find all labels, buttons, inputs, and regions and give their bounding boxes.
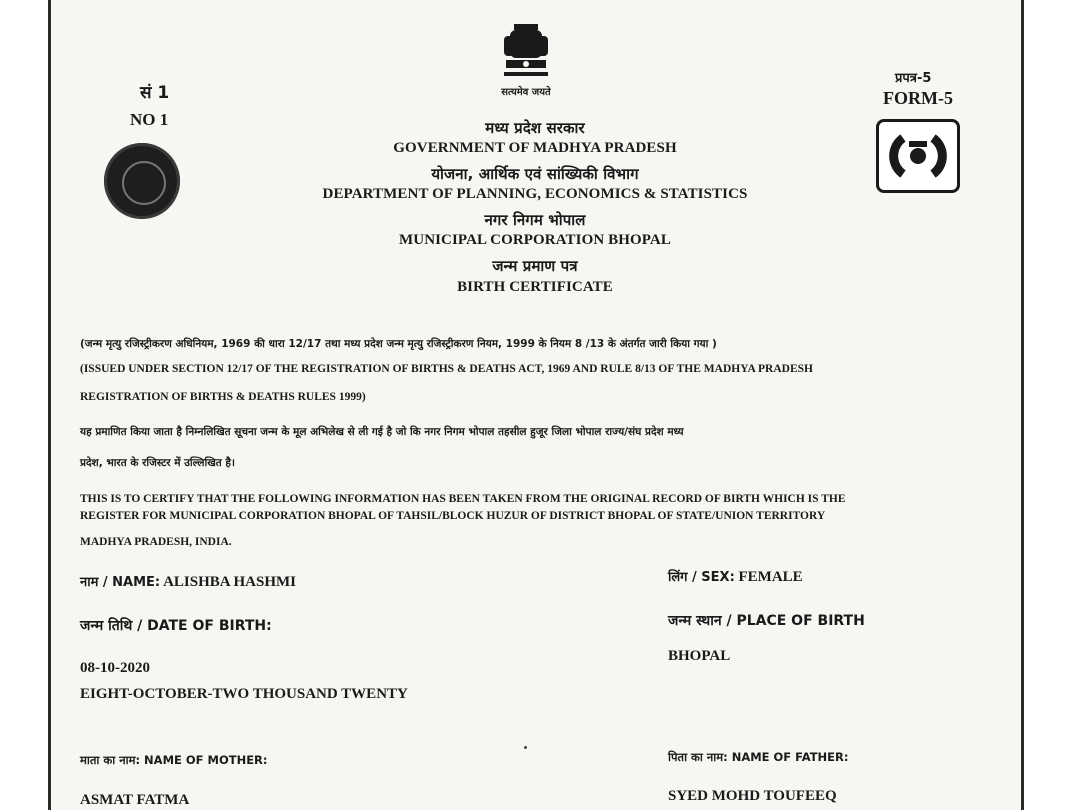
issued-under-en-line1: (ISSUED UNDER SECTION 12/17 OF THE REGISTRATION OF BIRTHS & DEATHS ACT, 1969 AND RULE 8/13 OF THE MADHYA PRADESH (80, 363, 813, 375)
serial-number-en: NO 1 (130, 110, 169, 129)
emblem-motto: सत्यमेव जयते (501, 87, 551, 98)
certify-hi-line1: यह प्रमाणित किया जाता है निम्नलिखित सूचना जन्म के मूल अभिलेख से ली गई है जो कि नगर निगम भोपाल तहसील हुजूर जिला भोपाल राज्य/संघ प्रदेश मध्य (80, 426, 684, 438)
serial-number-hi: सं 1 (140, 83, 170, 103)
state-govt-hi: मध्य प्रदेश सरकार (485, 119, 585, 137)
father-value: SYED MOHD TOUFEEQ (668, 788, 837, 804)
department-en: DEPARTMENT OF PLANNING, ECONOMICS & STATISTICS (322, 186, 748, 202)
corporation-hi: नगर निगम भोपाल (484, 211, 586, 229)
pob-value: BHOPAL (668, 648, 731, 664)
father-label: पिता का नाम: NAME OF FATHER: (668, 750, 849, 764)
census-logo (876, 119, 960, 193)
certificate-title-hi: जन्म प्रमाण पत्र (492, 257, 578, 275)
name-row (80, 572, 296, 591)
form-number-en: FORM-5 (883, 88, 953, 108)
official-seal (104, 143, 180, 219)
dob-words: EIGHT-OCTOBER-TWO THOUSAND TWENTY (80, 686, 408, 702)
mother-value: ASMAT FATMA (80, 792, 190, 808)
name-label: नाम / NAME: (80, 575, 161, 590)
sex-label: लिंग / SEX: (668, 570, 735, 585)
sex-row (668, 567, 803, 586)
sex-value: FEMALE (738, 569, 803, 585)
form-number-hi: प्रपत्र-5 (895, 71, 932, 86)
issued-under-en-line2: REGISTRATION OF BIRTHS & DEATHS RULES 1999) (80, 391, 366, 403)
corporation-en: MUNICIPAL CORPORATION BHOPAL (399, 232, 671, 248)
mother-label: माता का नाम: NAME OF MOTHER: (80, 753, 268, 767)
pob-label: जन्म स्थान / PLACE OF BIRTH (668, 613, 865, 629)
certify-en-line2: REGISTER FOR MUNICIPAL CORPORATION BHOPAL OF TAHSIL/BLOCK HUZUR OF DISTRICT BHOPAL OF STATE/UNION TERRITORY (80, 510, 826, 522)
issued-under-hi: (जन्म मृत्यु रजिस्ट्रीकरण अधिनियम, 1969 की धारा 12/17 तथा मध्य प्रदेश जन्म मृत्यु रजिस्ट्रीकरण नियम, 1999 के नियम 8 /13 के अंतर्गत जारी किया गया ) (80, 338, 717, 350)
certify-en-line3: MADHYA PRADESH, INDIA. (80, 536, 232, 548)
dob-value: 08-10-2020 (80, 660, 150, 676)
department-hi: योजना, आर्थिक एवं सांख्यिकी विभाग (431, 165, 639, 183)
certify-hi-line2: प्रदेश, भारत के रजिस्टर में उल्लिखित है। (80, 457, 235, 469)
ink-speck (524, 746, 527, 749)
dob-label: जन्म तिथि / DATE OF BIRTH: (80, 618, 272, 634)
state-govt-en: GOVERNMENT OF MADHYA PRADESH (393, 140, 677, 156)
name-value: ALISHBA HASHMI (163, 574, 297, 590)
certify-en-line1: THIS IS TO CERTIFY THAT THE FOLLOWING INFORMATION HAS BEEN TAKEN FROM THE ORIGINAL RECORD OF BIRTH WHICH IS THE (80, 493, 846, 505)
state-emblem (496, 20, 556, 86)
certificate-title-en: BIRTH CERTIFICATE (457, 279, 613, 295)
